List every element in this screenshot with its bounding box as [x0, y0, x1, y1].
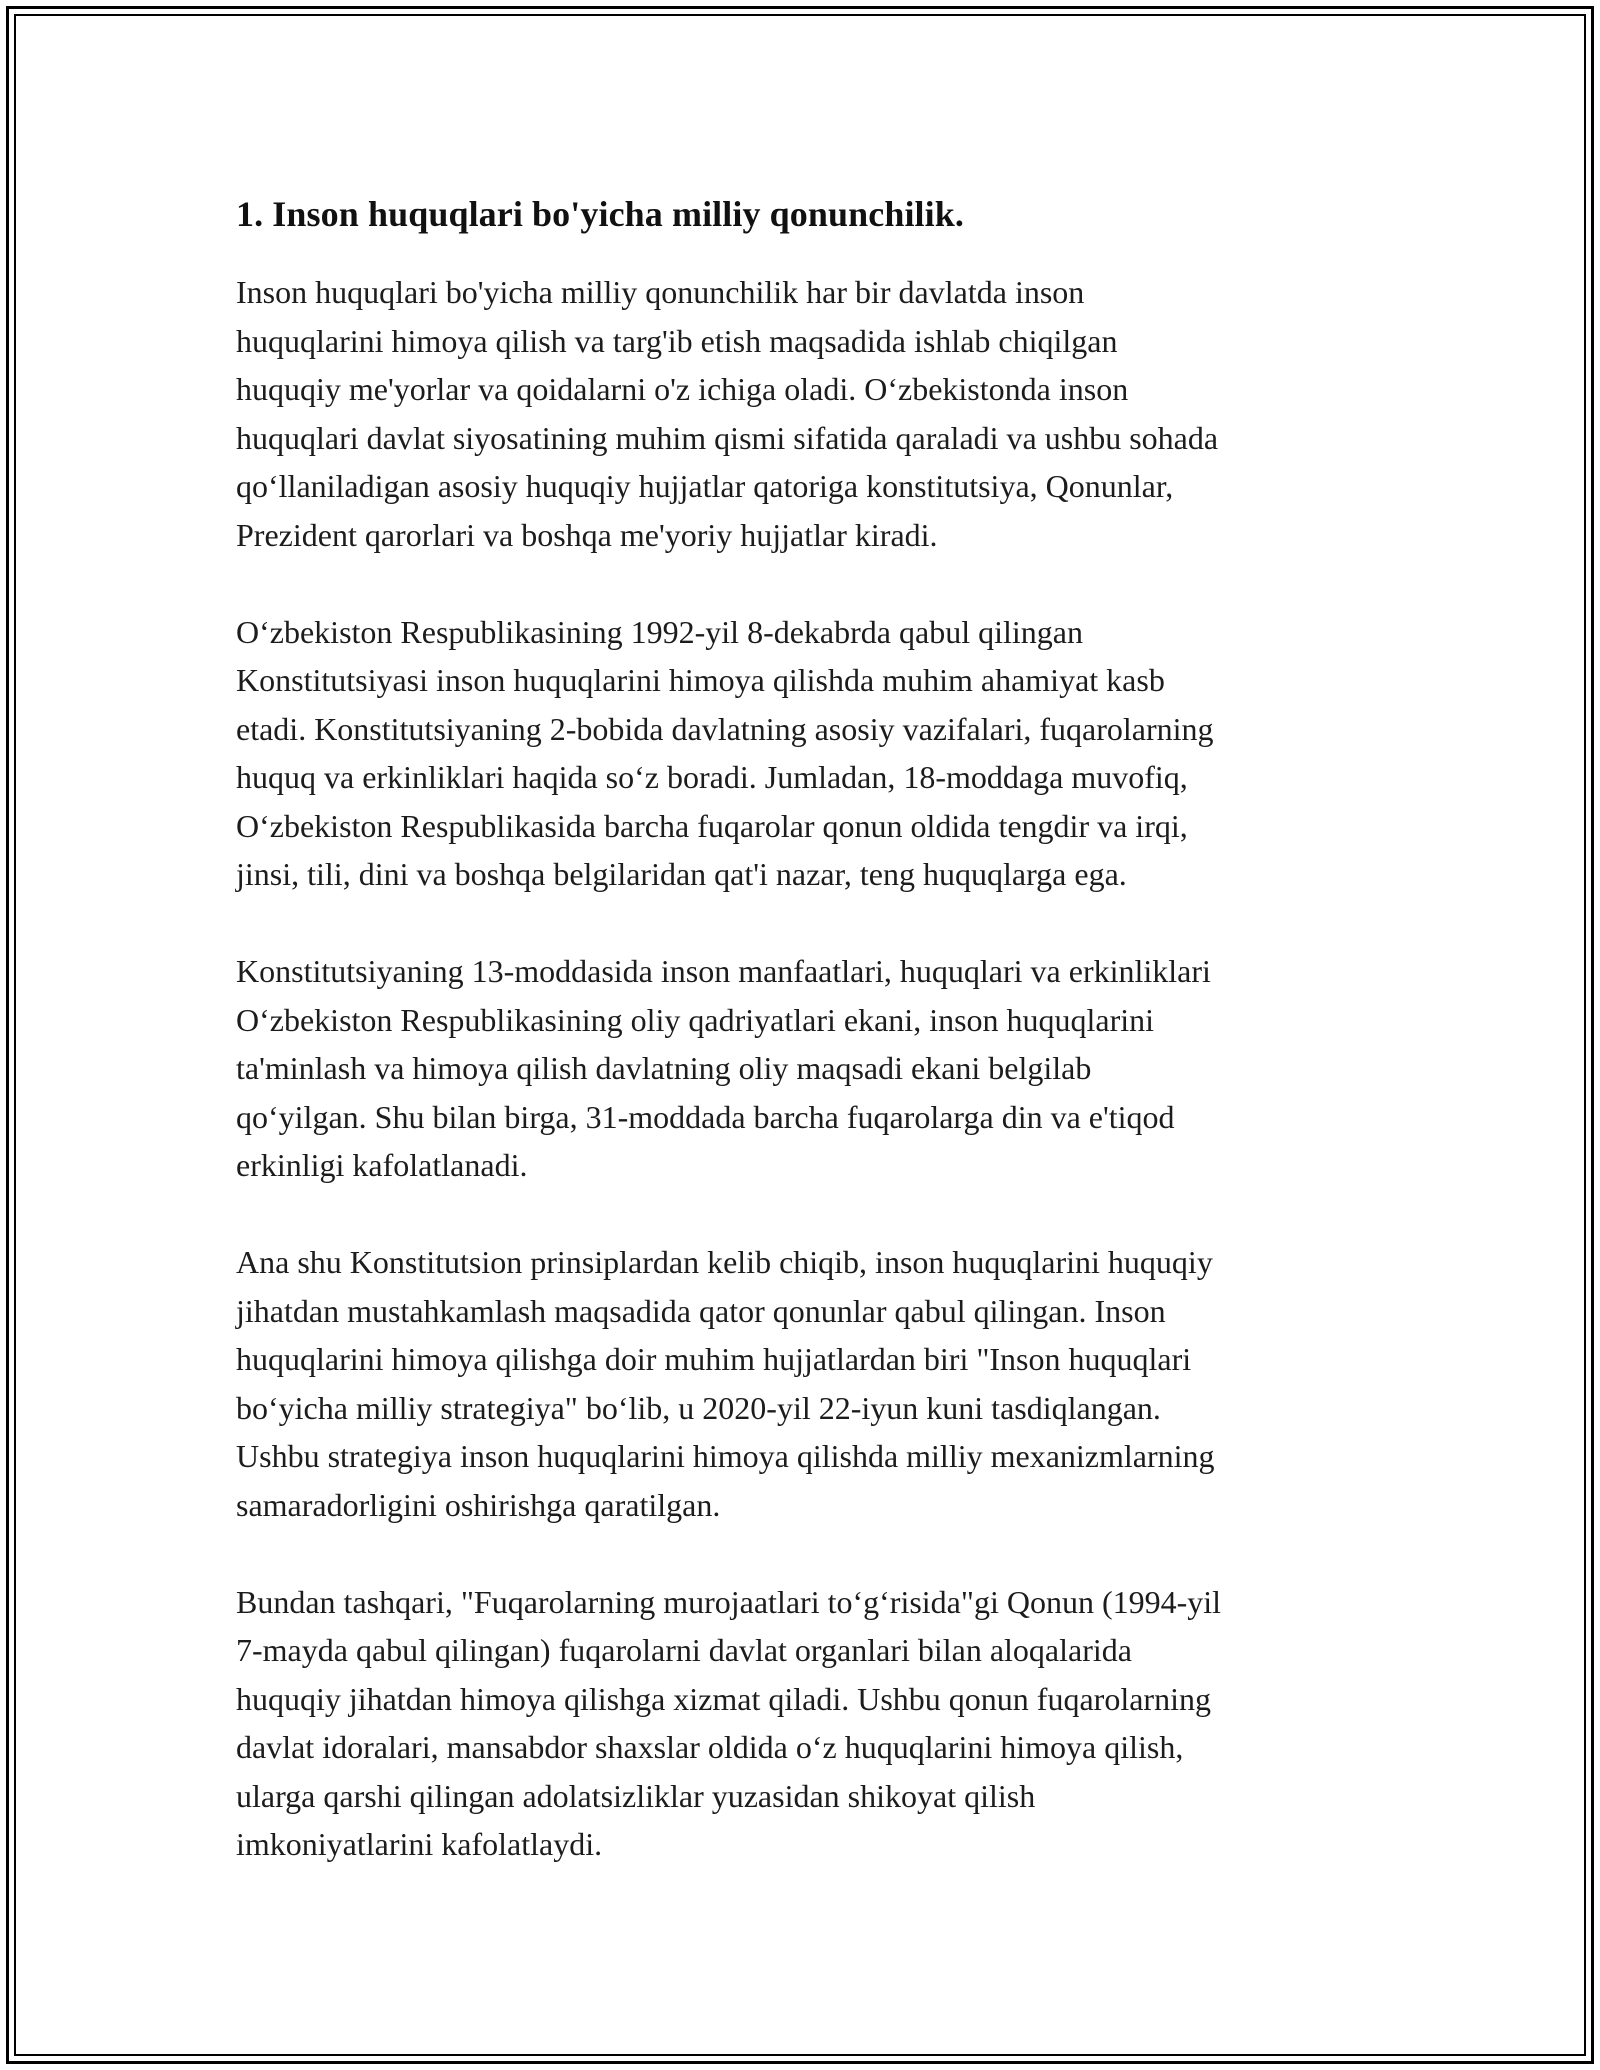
text-line: huquqiy me'yorlar va qoidalarni o'z ichiga oladi. Oʻzbekistonda inson — [236, 371, 1129, 407]
paragraph-2 — [236, 608, 1376, 899]
text-line: Ushbu strategiya inson huquqlarini himoya qilishda milliy mexanizmlarning — [236, 1438, 1215, 1474]
text-line: huquqiy jihatdan himoya qilishga xizmat qiladi. Ushbu qonun fuqarolarning — [236, 1680, 1211, 1717]
text-line: Oʻzbekiston Respublikasining 1992-yil 8-dekabrda qabul qilingan — [236, 613, 1083, 650]
text-line: erkinligi kafolatlanadi. — [236, 1147, 528, 1183]
page-title: 1. Inson huquqlari bo'yicha milliy qonunchilik. — [236, 194, 964, 234]
text-line: Konstitutsiyasi inson huquqlarini himoya qilishda muhim ahamiyat kasb — [236, 662, 1165, 698]
text-line: qoʻyilgan. Shu bilan birga, 31-moddada barcha fuqarolarga din va e'tiqod — [236, 1098, 1175, 1135]
paragraph-list — [236, 268, 1376, 1869]
text-line: qoʻllaniladigan asosiy huquqiy hujjatlar qatoriga konstitutsiya, Qonunlar, — [236, 468, 1174, 504]
text-line: samaradorligini oshirishga qaratilgan. — [236, 1486, 721, 1523]
text-line: Oʻzbekiston Respublikasining oliy qadriyatlari ekani, inson huquqlarini — [236, 1001, 1155, 1038]
text-line: imkoniyatlarini kafolatlaydi. — [236, 1826, 603, 1862]
paragraph-4 — [236, 1238, 1376, 1529]
text-line: jinsi, tili, dini va boshqa belgilaridan qat'i nazar, teng huquqlarga ega. — [236, 856, 1127, 892]
paragraph-5 — [236, 1578, 1376, 1869]
text-line: huquqlarini himoya qilishga doir muhim hujjatlardan biri "Inson huquqlari — [236, 1341, 1192, 1377]
text-line: huquqlari davlat siyosatining muhim qismi sifatida qaraladi va ushbu sohada — [236, 419, 1219, 456]
text-line: etadi. Konstitutsiyaning 2-bobida davlatning asosiy vazifalari, fuqarolarning — [236, 710, 1214, 747]
text-line: ta'minlash va himoya qilish davlatning oliy maqsadi ekani belgilab — [236, 1050, 1092, 1086]
text-line: huquq va erkinliklari haqida soʻz boradi. Jumladan, 18-moddaga muvofiq, — [236, 759, 1188, 795]
text-line: Inson huquqlari bo'yicha milliy qonunchilik har bir davlatda inson — [236, 274, 1085, 310]
text-line: Prezident qarorlari va boshqa me'yoriy hujjatlar kiradi. — [236, 516, 938, 553]
text-line: 7-mayda qabul qilingan) fuqarolarni davlat organlari bilan aloqalarida — [236, 1632, 1132, 1668]
text-line: Ana shu Konstitutsion prinsiplardan kelib chiqib, inson huquqlarini huquqiy — [236, 1244, 1213, 1280]
text-line: ularga qarshi qilingan adolatsizliklar yuzasidan shikoyat qilish — [236, 1777, 1036, 1814]
text-line: jihatdan mustahkamlash maqsadida qator qonunlar qabul qilingan. Inson — [236, 1292, 1166, 1329]
text-line: Bundan tashqari, "Fuqarolarning murojaatlari toʻgʻrisida"gi Qonun (1994-yil — [236, 1583, 1222, 1620]
document-body — [236, 190, 1376, 1869]
paragraph-1 — [236, 268, 1376, 559]
text-line: Oʻzbekiston Respublikasida barcha fuqarolar qonun oldida tengdir va irqi, — [236, 807, 1188, 844]
text-line: Konstitutsiyaning 13-moddasida inson manfaatlari, huquqlari va erkinliklari — [236, 953, 1211, 989]
text-line: huquqlarini himoya qilish va targ'ib etish maqsadida ishlab chiqilgan — [236, 322, 1118, 359]
paragraph-3 — [236, 947, 1376, 1190]
text-line: boʻyicha milliy strategiya" boʻlib, u 2020-yil 22-iyun kuni tasdiqlangan. — [236, 1389, 1161, 1426]
text-line: davlat idoralari, mansabdor shaxslar oldida oʻz huquqlarini himoya qilish, — [236, 1729, 1184, 1765]
